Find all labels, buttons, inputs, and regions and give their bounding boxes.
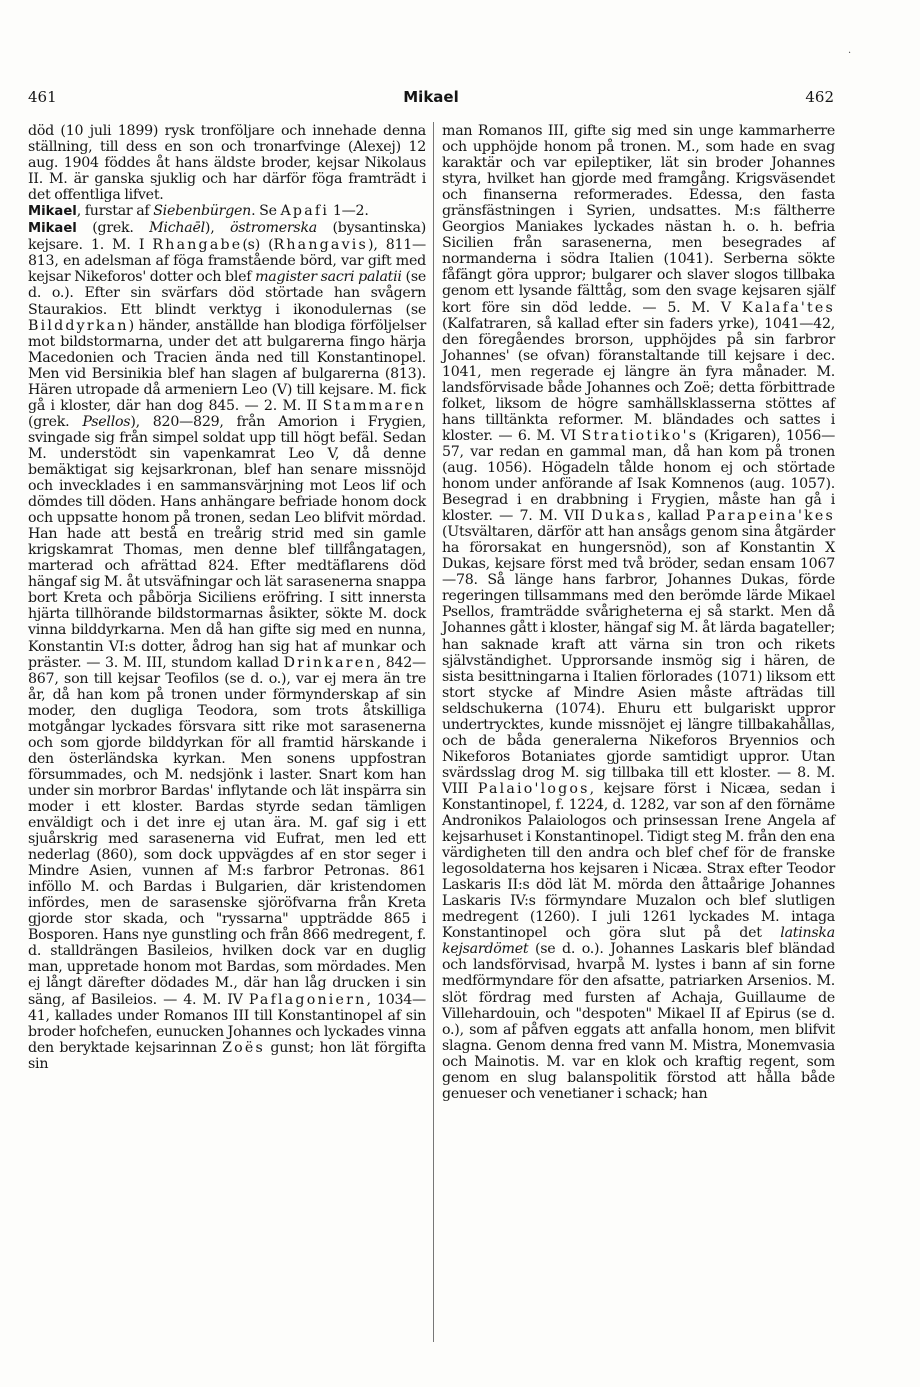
text-run: (s) ( xyxy=(242,237,274,254)
page-number-left: 461 xyxy=(28,88,57,106)
spaced-name: Stratiotiko's xyxy=(581,427,699,444)
spaced-name: Kalafa'tes xyxy=(741,299,835,316)
entry-headword: Mikael xyxy=(28,221,77,237)
text-run: man Romanos III, gifte sig med sin unge kammarherre och upphöjde honom på tronen. M., som hade en svag karaktär och var epileptiker, lät sin broder Johannes styra, hvilket han gjorde med framgång. Krigsväsendet och finanserna reformerades. Edessa, den fasta gränsfästningen i Syrien, undsattes. M:s fältherre Georgios Maniakes lyckades nästan h. o. h. befria Sicilien från sarasenerna, men besegrades af normanderna i södra Italien (1041). Serberna sökte fåfängt göra uppror; bulgarer och slaver slogos tillbaka genom ett lysande fälttåg, som den svage kejsaren själf kort före sin död ledde. — 5. M. V xyxy=(442,123,835,316)
spaced-name: Rhangavis xyxy=(273,237,369,254)
page-header xyxy=(28,88,834,110)
text-run: (Krigaren), 1056—57, var redan en gammal man, då han kom på tronen (aug. 1056). Högadeln tålde honom ej och störtade honom under anförande af Isak Komnenos (aug. 1057). Besegrad i en drabbning i Frygien, måste han gå i kloster. — 7. M. VII xyxy=(442,427,836,525)
entry-headword: Mikael xyxy=(28,204,77,220)
italic-term: Michaēl xyxy=(149,220,205,237)
paragraph xyxy=(442,123,835,1102)
spaced-name: Zoës xyxy=(222,1039,265,1056)
text-run: , 1034—41, kallades under Romanos III till Konstantinopel af sin broder hofchefen, eunucken Johannes och lyckades vinna den beryktade kejsarinnan xyxy=(28,991,426,1056)
text-run: (grek. xyxy=(28,413,83,430)
spaced-name: Stammaren xyxy=(322,397,426,414)
italic-term: magister sacri palatii xyxy=(255,269,402,286)
left-column xyxy=(28,123,426,1072)
text-run: . Se xyxy=(251,203,281,220)
text-run: , 842—867, son till kejsar Teofilos (se d. o.), var ej mera än tre år, då han kom på tronen under förmynderskap af sin moder, den dugliga Teodora, som trots åtskilliga motgångar lyckades försvara sitt rike mot sarasenerna och som gjorde bilddyrkan för all framtid härskande i den österländska kyrkan. Men sonens uppfostran försummades, och M. nedsjönk i laster. Snart kom han under sin morbror Bardas' inflytande och lät inspärra sin moder i ett kloster. Bardas styrde sedan tämligen enväldigt och i det inre ej utan ära. M. gaf sig i ett sjuårskrig med sarasenerna vid Eufrat, men led ett nederlag (860), som dock uppvägdes af en stor seger i Mindre Asien, vunnen af M:s farbror Petronas. 861 inföllo M. och Bardas i Bulgarien, där kristendomen infördes, men de sarasenske sjöröfvarna från Kreta gjorde stor skada, och "ryssarna" uppträdde 865 i Bosporen. Hans nye gunstling och från 866 medregent, f. d. stalldrängen Basileios, hvilken dock var en duglig man, uppretade honom mot Bardas, som mördades. Men ej långt därefter dödades M., där han låg drucken i sin säng, af Basileios. — 4. M. IV xyxy=(28,654,426,1008)
text-run: (Utsvältaren, därför att han ansågs genom sina åtgärder ha förorsakat en hungersnöd), son af Konstantin X Dukas, kejsare först med två bröder, sedan ensam 1067—78. Så länge hans farbror, Johannes Dukas, förde regeringen tillsammans med den berömde lärde Mikael Psellos, framträdde svårigheterna ej så starkt. Men då Johannes gått i kloster, hängaf sig M. åt lärda bagateller; han saknade kraft att värna sin tron och rikets självständighet. Upprorsande insmög sig i hären, de sista besittningarna i Italien förlorades (1071) liksom ett stort stycke af Mindre Asien måste afträdas till seldschukerna (1074). Ehuru ett bulgariskt uppror undertrycktes, kunde missnöjet ej längre tillbakahållas, och de båda generalerna Nikeforos Bryennios och Nikeforos Botaniates gjorde samtidigt uppror. Utan svärdsslag drog M. sig tillbaka till ett kloster. — 8. M. VIII xyxy=(442,524,835,797)
spaced-name: Apafi xyxy=(280,203,330,220)
spaced-name: Paflagoniern xyxy=(248,991,367,1008)
text-run: , kallad xyxy=(646,508,706,525)
text-run: (bysantinska) kejsare. 1. M. I xyxy=(28,220,426,254)
spaced-name: Drinkaren xyxy=(283,654,377,671)
paragraph xyxy=(28,123,426,203)
text-run: (Kalfatraren, så kallad efter sin faders yrke), 1041—42, den föregåendes brorson, upphöjdes på sin farbror Johannes' (se ofvan) föranstaltande till kejsare i dec. 1041, men regerade ej längre än fyra månader. M. landsförvisade både Johannes och Zoë; detta förbittrade folket, liksom de högre samhällsklasserna stöttes af hans tilltänkta reformer. M. bländades och sattes i kloster. — 6. M. VI xyxy=(442,315,835,444)
text-run: (grek. xyxy=(76,220,150,237)
italic-term: östromerska xyxy=(229,220,318,237)
italic-term: latinska kejsardömet xyxy=(442,925,835,958)
text-run: ), xyxy=(204,220,230,237)
dictionary-entry xyxy=(28,220,426,1071)
text-run: död (10 juli 1899) rysk tronföljare och innehade denna ställning, till dess en son och tronarfvinge (Alexej) 12 aug. 1904 föddes åt hans äldste broder, kejsar Nikolaus II. M. är ganska sjuklig och har därför föga framträdt i det offentliga lifvet. xyxy=(28,123,426,204)
text-run: ), 820—829, från Amorion i Frygien, svingade sig från simpel soldat upp till högt befäl. Sedan M. understödt sin vapenkamrat Leo V, då denne bemäktigat sig kejsarkronan, blef han senare missnöjd och invecklades i en sammansvärjning mot Leos lif och dömdes till döden. Hans anhängare befriade honom dock och uppsatte honom på tronen, sedan Leo blifvit mördad. Han hade att bestå en treårig strid med sin gamle krigskamrat Thomas, men denne blef tillfångatagen, marterad och afrättad 824. Efter medtäflarens död hängaf sig M. åt utsväfningar och lät sarasenerna snappa bort Kreta och påbörja Siciliens eröfring. I sitt innersta hjärta tillhörande bildstormarnas åsikter, sökte M. dock vinna bilddyrkarna. Men då han gifte sig med en nunna, Konstantin VI:s dotter, ådrog han sig hat af munkar och präster. — 3. M. III, stundom kallad xyxy=(28,413,426,671)
text-run: (se d. o.). Johannes Laskaris blef bländad och landsförvisad, hvarpå M. lystes i bann af sin forne medförmyndare för den afsatte, patriarken Arsenios. M. slöt fördrag med fursten af Achaja, Guillaume de Villehardouin, och "despoten" Mikael II af Epirus (se d. o.), som af påfven eggats att anfalla honom, men blifvit slagna. Genom denna fred vann M. Mistra, Monemvasia och Mainotis. M. var en klok och kraftig regent, som genom en slug balanspolitik förstod att hålla både genueser och venetianer i schack; han xyxy=(442,941,835,1102)
spaced-name: Palaio'logos xyxy=(477,780,590,797)
running-title: Mikael xyxy=(403,88,459,106)
text-run: ) händer, anställde han blodiga förföljelser mot bildstormarna, under det att bulgarerna fingo härja Macedonien och Tracien ända ned till Konstantinopel. Men vid Bersinikia blef han slagen af bulgarerna (813). Hären utropade då armeniern Leo (V) till kejsare. M. fick gå i kloster, där han dog 845. — 2. M. II xyxy=(28,317,426,414)
text-run: ), 811—813, en adelsman af föga framstående börd, var gift med kejsar Nikeforos' dotter och blef xyxy=(28,237,426,286)
page-number-right: 462 xyxy=(805,88,834,106)
text-run: , furstar af xyxy=(76,203,154,220)
spaced-name: Dukas xyxy=(590,508,647,525)
spaced-name: Parapeina'kes xyxy=(706,508,835,525)
dictionary-entry xyxy=(28,203,426,220)
scan-mark: · xyxy=(848,48,852,59)
italic-term: Siebenbürgen xyxy=(153,203,252,220)
text-run: gunst; hon lät förgifta sin xyxy=(28,1039,426,1072)
text-run: , kejsare först i Nicæa, sedan i Konstantinopel, f. 1224, d. 1282, var son af den förnäme Andronikos Palaiologos och prinsessan Irene Angela af kejsarhuset i Konstantinopel. Tidigt steg M. från den ena värdigheten till den andra och blef chef för de franske legosoldaterna hos kejsaren i Nicæa. Strax efter Teodor Laskaris II:s död lät M. mörda den åttaårige Johannes Laskaris IV:s förmyndare Muzalon och blef slutligen medregent (1260). I juli 1261 lyckades M. intaga Konstantinopel och göra slut på det xyxy=(442,780,835,942)
text-run: 1—2. xyxy=(329,203,369,220)
italic-term: Psellos xyxy=(82,413,131,430)
column-divider xyxy=(433,122,434,1342)
spaced-name: Rhangabe xyxy=(152,237,243,254)
text-run: (se d. o.). Efter sin svärfars död störtade han svågern Staurakios. Ett blindt verktyg i ikonodulernas (se xyxy=(28,269,426,318)
right-column xyxy=(442,123,835,1102)
spaced-name: Bilddyrkan xyxy=(28,317,129,334)
